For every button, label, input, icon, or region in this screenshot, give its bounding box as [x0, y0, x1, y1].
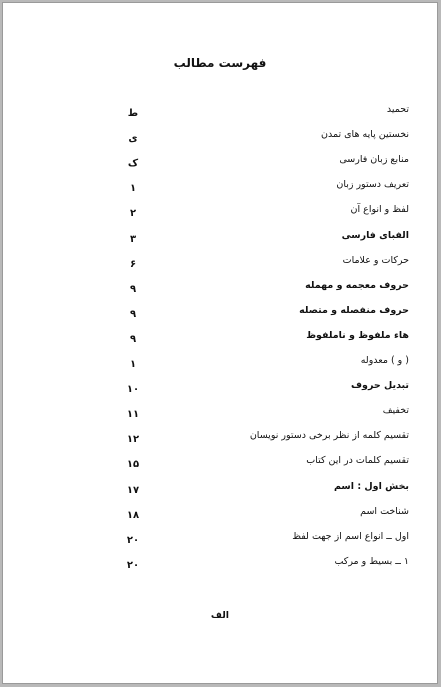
toc-entry-page-number: ۱۱: [126, 409, 140, 421]
toc-entry-page-number: ۲۰: [126, 534, 140, 546]
toc-entry: [3, 505, 437, 525]
toc-entry: [3, 178, 437, 198]
toc-entry-label: تبدیل حروف: [351, 380, 409, 392]
toc-entry-page-number: ۹: [129, 333, 137, 345]
toc-entry: [3, 229, 437, 249]
toc-entry: [3, 429, 437, 449]
toc-entry-label: نخستین پایه های تمدن: [321, 129, 409, 141]
toc-entry: [3, 379, 437, 399]
toc-entry-page-number: ط: [127, 108, 139, 119]
toc-entry-page-number: ی: [128, 133, 138, 145]
toc-entry-page-number: ۱۵: [126, 459, 140, 471]
toc-entry-page-number: ۲: [129, 208, 137, 220]
toc-entry: [3, 203, 437, 223]
toc-entry-label: تعریف دستور زبان: [336, 179, 409, 191]
table-of-contents: [3, 3, 437, 683]
toc-entry: [3, 329, 437, 349]
toc-entry: [3, 254, 437, 274]
toc-entry-page-number: ۳: [129, 233, 137, 245]
toc-entry-page-number: ۱۷: [126, 484, 140, 496]
toc-entry: [3, 354, 437, 374]
toc-entry-label: تقسیم کلمه از نظر برخی دستور نویسان: [249, 430, 409, 442]
toc-entry-label: تخفیف: [382, 405, 409, 417]
toc-entry: [3, 279, 437, 299]
toc-entry-label: ( و ) معدوله: [360, 355, 409, 366]
toc-entry-label: اول ــ انواع اسم از جهت لفظ: [292, 530, 409, 542]
document-page: [2, 2, 438, 684]
toc-entry: [3, 530, 437, 550]
toc-entry-label: لفظ و انواع آن: [350, 204, 409, 216]
toc-entry-label: بخش اول : اسم: [333, 480, 409, 492]
toc-entry-label: تقسیم کلمات در این کتاب: [306, 455, 409, 467]
toc-entry-label: حروف منفصله و متصله: [299, 304, 409, 316]
toc-entry: [3, 304, 437, 324]
toc-entry-page-number: ۹: [129, 308, 137, 320]
toc-entry-page-number: ۱۲: [126, 434, 140, 446]
toc-entry: [3, 555, 437, 575]
toc-entry: [3, 404, 437, 424]
toc-entry-label: حرکات و علامات: [342, 254, 409, 266]
toc-entry-label: هاء ملفوظ و ناملفوظ: [306, 329, 409, 341]
toc-entry-page-number: ۱۰: [126, 384, 140, 396]
toc-entry: [3, 480, 437, 500]
toc-entry-label: الفبای فارسی: [341, 229, 409, 241]
toc-entry-page-number: ۹: [129, 283, 137, 295]
toc-entry-page-number: ۲۰: [126, 559, 140, 571]
toc-entry-label: حروف معجمه و مهمله: [305, 279, 409, 291]
toc-entry-page-number: ۶: [129, 258, 137, 270]
toc-entry-page-number: ۱۸: [126, 509, 140, 521]
toc-entry-label: ۱ ــ بسیط و مرکب: [334, 555, 409, 567]
toc-entry-label: شناخت اسم: [360, 505, 409, 517]
toc-entry: [3, 103, 437, 123]
toc-entry-page-number: ۱: [129, 359, 137, 370]
toc-entry: [3, 128, 437, 148]
toc-entry: [3, 454, 437, 474]
page-number-footer: الف: [210, 610, 230, 621]
page-title: فهرست مطالب: [173, 56, 267, 70]
toc-entry-page-number: ک: [127, 158, 139, 170]
toc-entry-page-number: ۱: [129, 183, 137, 195]
toc-entry-label: تحمید: [386, 104, 409, 115]
toc-entry: [3, 153, 437, 173]
toc-entry-label: منابع زبان فارسی: [339, 154, 409, 166]
